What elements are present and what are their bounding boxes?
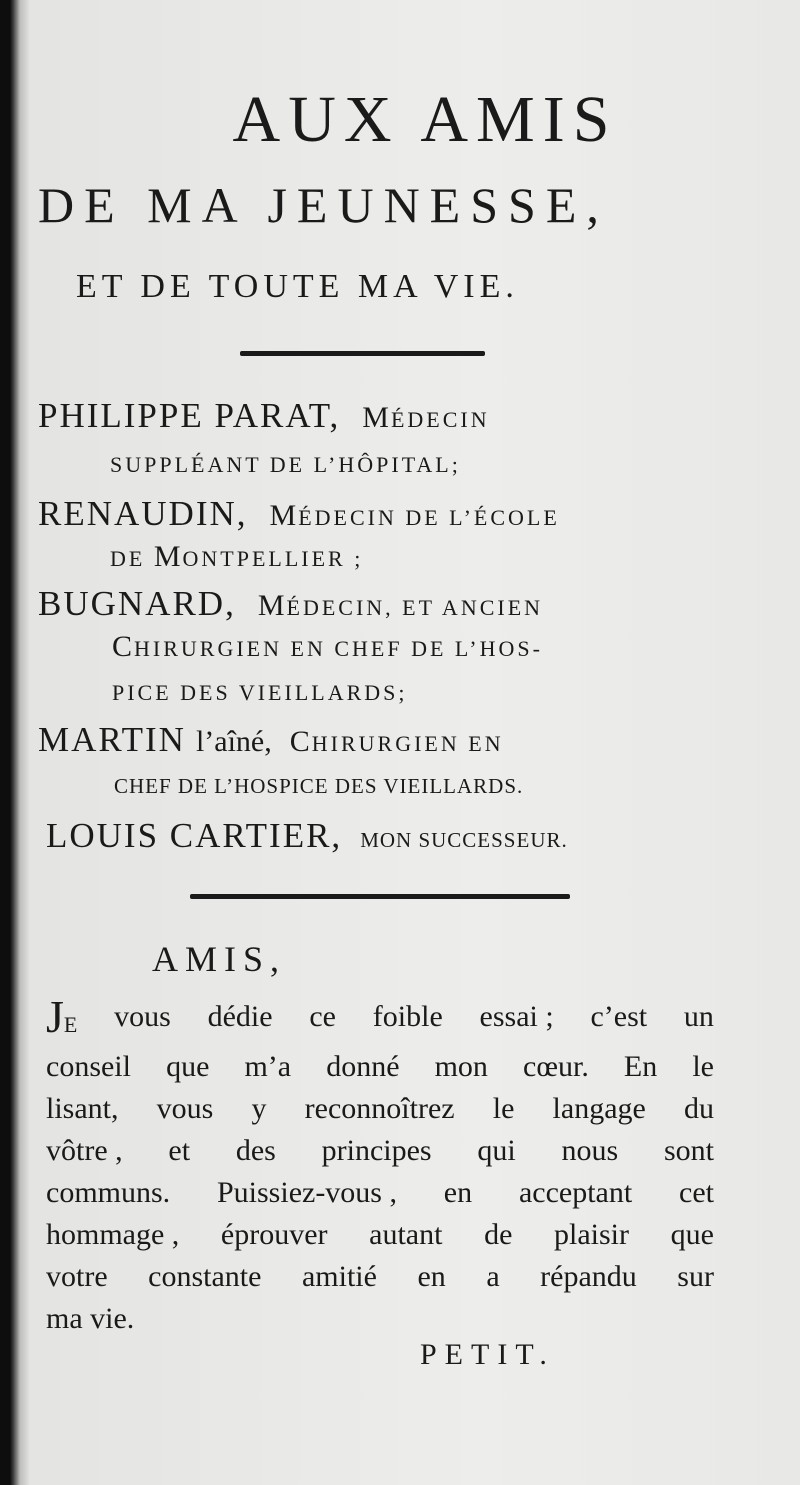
drop-cap: JE xyxy=(46,991,78,1042)
paragraph-line xyxy=(46,991,714,1046)
paragraph-word: ce xyxy=(309,1000,336,1033)
paragraph-word: m’a xyxy=(244,1050,292,1083)
paragraph-word: de xyxy=(484,1218,513,1251)
dedicatee-name: RENAUDIN, xyxy=(38,494,248,533)
dedicatee-role-line: CHIRURGIEN EN CHEF DE L’HOS- xyxy=(112,630,543,663)
title-capital: M xyxy=(269,499,299,532)
paragraph-word: en xyxy=(417,1260,446,1293)
heading-line-2: DE MA JEUNESSE, xyxy=(38,177,609,233)
paragraph-word: des xyxy=(235,1134,276,1167)
paragraph-word: qui xyxy=(477,1134,516,1167)
dedicatee-title: ÉDECIN, ET ANCIEN xyxy=(286,595,544,620)
dedicatee-name-suffix: l’aîné, xyxy=(195,725,272,758)
paragraph-word: vous xyxy=(114,1000,171,1033)
paragraph-word: cœur. xyxy=(523,1050,589,1083)
paragraph-word: Puissiez-vous , xyxy=(216,1176,397,1209)
dedicatee-role-line: SUPPLÉANT DE L’HÔPITAL; xyxy=(110,452,461,477)
paragraph-word: y xyxy=(251,1092,267,1125)
paragraph-line xyxy=(46,1214,714,1256)
paragraph-word: vous xyxy=(156,1092,214,1125)
paragraph-line xyxy=(46,1256,714,1298)
paragraph-word: vôtre , xyxy=(46,1134,123,1167)
paragraph-word: langage xyxy=(552,1092,646,1125)
paragraph-word: En xyxy=(623,1050,658,1083)
paragraph-word: votre xyxy=(46,1260,108,1293)
paragraph-word: éprouver xyxy=(220,1218,328,1251)
paragraph-word: sont xyxy=(663,1134,714,1167)
paragraph-word: acceptant xyxy=(518,1176,633,1209)
paragraph-word: a xyxy=(486,1260,500,1293)
paragraph-last-line: ma vie. xyxy=(46,1302,135,1335)
paragraph-word: c’est xyxy=(590,1000,648,1033)
paragraph-word: dédie xyxy=(207,1000,273,1033)
dedicatee-role-line: DE MONTPELLIER ; xyxy=(110,540,364,573)
paragraph-line xyxy=(46,1046,714,1088)
paragraph-line xyxy=(46,1130,714,1172)
dedicatee-title: ÉDECIN xyxy=(390,407,490,432)
dedicatee-renaudin xyxy=(38,494,560,534)
paragraph-word: conseil xyxy=(46,1050,131,1083)
heading-line-3: ET DE TOUTE MA VIE. xyxy=(76,268,519,305)
dedicatee-title: ÉDECIN DE L’ÉCOLE xyxy=(298,505,560,530)
title-capital: M xyxy=(362,401,391,434)
dedicatee-cartier xyxy=(46,816,568,856)
divider-rule-top xyxy=(240,351,485,356)
paragraph-word: mon xyxy=(434,1050,488,1083)
paragraph-word: foible xyxy=(372,1000,443,1033)
paragraph-line xyxy=(46,1088,714,1130)
paragraph-word: et xyxy=(168,1134,191,1167)
salutation: AMIS, xyxy=(152,939,287,979)
title-capital: M xyxy=(257,589,287,622)
paragraph-word: autant xyxy=(369,1218,443,1251)
dedicatee-name: LOUIS CARTIER, xyxy=(46,816,343,855)
paragraph-word: sur xyxy=(677,1260,714,1293)
paragraph-word: que xyxy=(166,1050,210,1083)
divider-rule-bottom xyxy=(190,894,570,899)
paragraph-word: lisant, xyxy=(46,1092,119,1125)
paragraph-word: communs. xyxy=(46,1176,171,1209)
dedicatee-role-line: PICE DES VIEILLARDS; xyxy=(112,680,408,705)
dedication-paragraph xyxy=(46,991,714,1340)
paragraph-word: donné xyxy=(326,1050,400,1083)
paragraph-word: le xyxy=(692,1050,714,1083)
paragraph-word: amitié xyxy=(301,1260,377,1293)
paragraph-word: que xyxy=(670,1218,714,1251)
paragraph-word: un xyxy=(683,1000,714,1033)
dedicatee-name: PHILIPPE PARAT, xyxy=(38,396,341,435)
paragraph-word: plaisir xyxy=(554,1218,630,1251)
dedicatee-martin xyxy=(38,720,504,760)
dedicatee-bugnard xyxy=(38,584,543,624)
heading-line-1: AUX AMIS xyxy=(232,83,618,156)
paragraph-word: répandu xyxy=(540,1260,637,1293)
dedicatee-name: BUGNARD, xyxy=(38,584,236,623)
dedicatee-role-line: CHEF DE L’HOSPICE DES VIEILLARDS. xyxy=(114,774,524,798)
dedicatee-parat xyxy=(38,396,490,436)
paragraph-word: hommage , xyxy=(46,1218,180,1251)
paragraph-word: du xyxy=(683,1092,714,1125)
dedicatee-title: HIRURGIEN EN xyxy=(311,731,504,756)
signature: PETIT. xyxy=(420,1338,555,1371)
paragraph-word: nous xyxy=(561,1134,619,1167)
paragraph-word: reconnoîtrez xyxy=(304,1092,455,1125)
paragraph-word: le xyxy=(492,1092,515,1125)
dedicatee-name: MARTIN xyxy=(38,720,186,759)
paragraph-word: essai ; xyxy=(479,1000,554,1033)
dedicatee-title: MON SUCCESSEUR. xyxy=(360,828,568,852)
paragraph-word: principes xyxy=(321,1134,432,1167)
paragraph-line xyxy=(46,1172,714,1214)
paragraph-word: constante xyxy=(148,1260,262,1293)
paragraph-word: cet xyxy=(679,1176,714,1209)
paragraph-word: en xyxy=(443,1176,473,1209)
title-capital: C xyxy=(289,725,312,758)
